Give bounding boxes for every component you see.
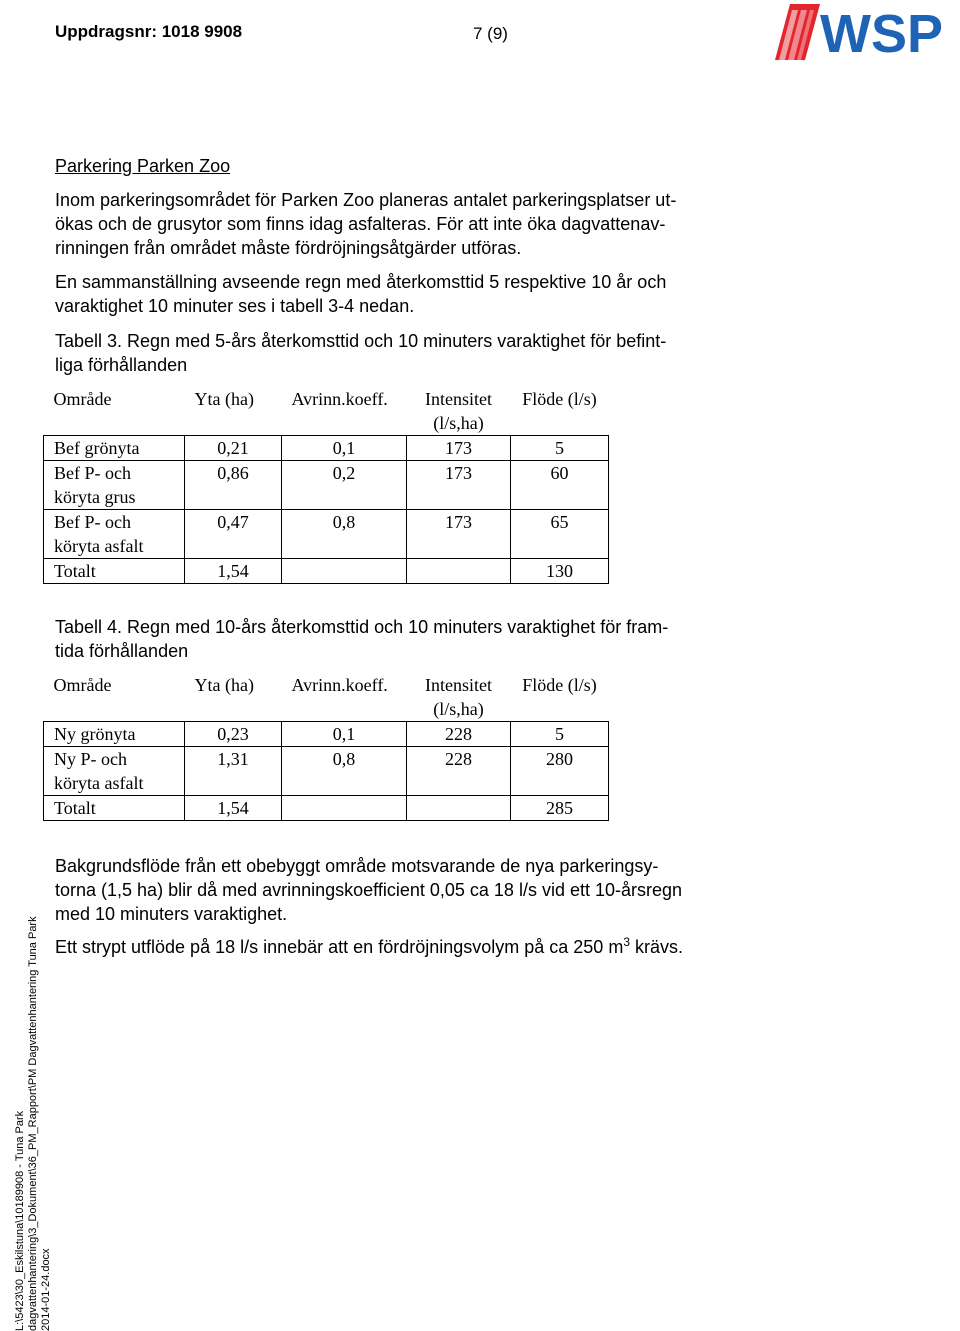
wsp-logo — [770, 0, 960, 64]
paragraph-volume: Ett strypt utflöde på 18 l/s innebär att en fördröjningsvolym på ca 250 $m^3$ krävs. — [55, 935, 684, 957]
cell-koeff: 0,1 — [282, 722, 407, 747]
table-total-row — [44, 559, 609, 584]
paragraph-intro: Inom parkeringsområdet för Parken Zoo planeras antalet parkeringsplatser ut- ökas och de grusytor som finns idag asfalteras. För att inte öka dagvattenav- rinningen från området måste fördröjningsåtgärder utföras. — [55, 190, 677, 258]
cell-yta: 0,21 — [185, 436, 282, 461]
cell-area: Ny P- och köryta asfalt — [44, 747, 185, 796]
header-intensity: Intensitet (l/s,ha) — [407, 387, 511, 436]
table-header-row — [44, 387, 609, 436]
cell-flow: 65 — [511, 510, 609, 559]
table-header-row — [44, 673, 609, 722]
cell-intensity: 228 — [407, 747, 511, 796]
table4 — [43, 673, 609, 821]
cell-flow: 60 — [511, 461, 609, 510]
table3-caption: Tabell 3. Regn med 5-års återkomsttid och 10 minuters varaktighet för befint- liga förhållanden — [55, 331, 667, 375]
cell-total-yta: 1,54 — [185, 796, 282, 821]
table-row — [44, 747, 609, 796]
table3 — [43, 387, 609, 584]
cell-yta: 0,23 — [185, 722, 282, 747]
table4-caption: Tabell 4. Regn med 10-års återkomsttid och 10 minuters varaktighet för fram- tida förhållanden — [55, 617, 669, 661]
cell-flow: 5 — [511, 436, 609, 461]
header-area: Område — [44, 387, 185, 436]
cell-koeff: 0,1 — [282, 436, 407, 461]
cell-flow: 5 — [511, 722, 609, 747]
cell-yta: 1,31 — [185, 747, 282, 796]
header-flow: Flöde (l/s) — [511, 387, 609, 436]
cell-empty — [282, 796, 407, 821]
header-runoff-coeff: Avrinn.koeff. — [282, 673, 407, 722]
cell-empty — [282, 559, 407, 584]
cell-yta: 0,86 — [185, 461, 282, 510]
cell-total-flow: 130 — [511, 559, 609, 584]
cell-empty — [407, 559, 511, 584]
table-row — [44, 510, 609, 559]
header-runoff-coeff: Avrinn.koeff. — [282, 387, 407, 436]
cell-flow: 280 — [511, 747, 609, 796]
header-area: Område — [44, 673, 185, 722]
document-path: L:\5423\30_Eskilstuna\10189908 - Tuna Park dagvattenhantering\3_Dokument\36_PM_Rapport\PM Dagvattenhantering Tuna Park 2014-01-24.docx — [14, 916, 52, 1331]
cell-yta: 0,47 — [185, 510, 282, 559]
page-number: 7 (9) — [473, 24, 508, 43]
cell-area: Bef P- och köryta grus — [44, 461, 185, 510]
header-area-ha: Yta (ha) — [185, 387, 282, 436]
header-intensity: Intensitet (l/s,ha) — [407, 673, 511, 722]
cell-koeff: 0,2 — [282, 461, 407, 510]
cell-total-flow: 285 — [511, 796, 609, 821]
cell-area: Bef P- och köryta asfalt — [44, 510, 185, 559]
cell-intensity: 228 — [407, 722, 511, 747]
cell-area: Bef grönyta — [44, 436, 185, 461]
table-row — [44, 722, 609, 747]
paragraph-summary: En sammanställning avseende regn med återkomsttid 5 respektive 10 år och varaktighet 10 minuter ses i tabell 3-4 nedan. — [55, 272, 667, 316]
cell-intensity: 173 — [407, 461, 511, 510]
cell-empty — [407, 796, 511, 821]
table-total-row — [44, 796, 609, 821]
table-row — [44, 461, 609, 510]
cell-total-label: Totalt — [44, 559, 185, 584]
svg-text:WSP: WSP — [820, 4, 944, 64]
cell-intensity: 173 — [407, 436, 511, 461]
cell-area: Ny grönyta — [44, 722, 185, 747]
table-row — [44, 436, 609, 461]
assignment-number: Uppdragsnr: 1018 9908 — [55, 22, 243, 41]
section-heading: Parkering Parken Zoo — [55, 156, 231, 176]
cell-intensity: 173 — [407, 510, 511, 559]
cell-total-label: Totalt — [44, 796, 185, 821]
header-flow: Flöde (l/s) — [511, 673, 609, 722]
cell-koeff: 0,8 — [282, 747, 407, 796]
cell-koeff: 0,8 — [282, 510, 407, 559]
header-area-ha: Yta (ha) — [185, 673, 282, 722]
cell-total-yta: 1,54 — [185, 559, 282, 584]
paragraph-background-flow: Bakgrundsflöde från ett obebyggt område motsvarande de nya parkeringsy- torna (1,5 ha) blir då med avrinningskoefficient 0,05 ca 18 l/s vid ett 10-årsregn med 10 minuters varaktighet. — [55, 856, 683, 924]
